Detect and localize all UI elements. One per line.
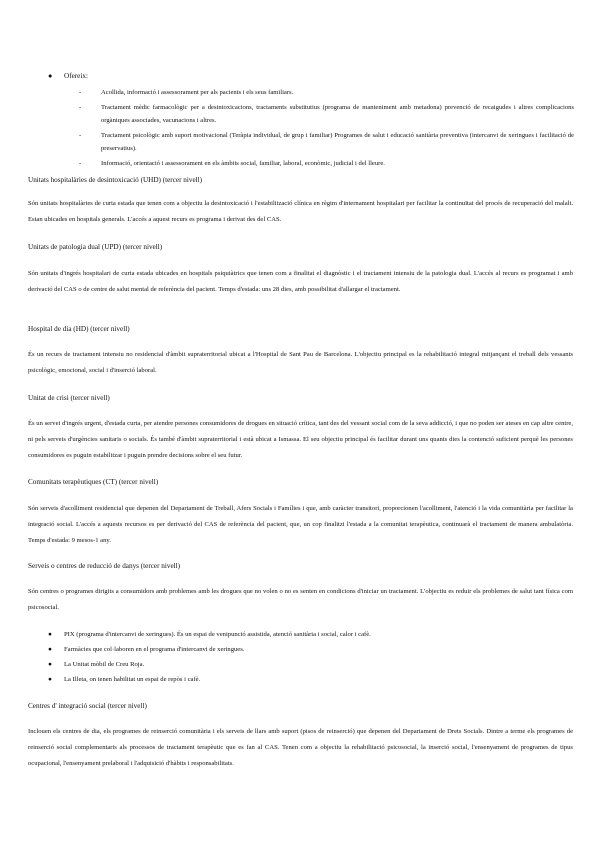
section-text-upd: Són unitats d'ingrés hospitalari de curta estada ubicades en hospitals psiquiàtrics que tenen com a finalitat el diagnòstic i el tractament intensiu de la patologia dual. L'accés al recurs es programat i amb derivació del CAS o de centre de salut mental de referència del pacient. Temps d'estada: uns 28 dies, amb possibilitat d'allargar el tractament. bbox=[28, 270, 573, 293]
dash-icon: - bbox=[79, 89, 82, 96]
list-item: ● La Illeta, on tenen habilitat un espai de repòs i cafè. bbox=[48, 672, 568, 687]
section-heading-upd: Unitats de patologia dual (UPD) (tercer nivell) bbox=[28, 243, 163, 251]
bullet-icon: ● bbox=[48, 646, 52, 653]
dash-icon: - bbox=[79, 103, 82, 111]
section-heading-hd: Hospital de dia (HD) (tercer nivell) bbox=[28, 325, 130, 333]
section-heading-integracio: Centres d' integració social (tercer nivell) bbox=[28, 702, 147, 710]
bullet-icon: ● bbox=[48, 661, 52, 668]
section-text-crisi: És un servei d'ingrés urgent, d'estada curta, per atendre persones consumidores de drogues en situació crítica, tant des del vessant social com de la seva addicció, i que no poden ser ateses en cap altre centre, ni pels serveis d'urgències sanitaris o socials. És també d'àmbit supraterritorial i està ubicat a Ismassa. El seu objectiu principal és facilitar durant uns quants dies la contenció suficient perquè les persones consumidores es puguin estabilitzar i puguin prendre decisions sobre el seu futur. bbox=[28, 420, 573, 459]
list-item: - Acollida, informació i assessorament per als pacients i els seus familiars. bbox=[79, 86, 574, 100]
bullet-icon: ● bbox=[48, 72, 53, 80]
list-item: ● PIX (programa d'intercanvi de xeringues). És un espai de venipunció assistida, atenció sanitària i social, calor i cafè. bbox=[48, 627, 568, 642]
section-heading-reduccio: Serveis o centres de reducció de danys (tercer nivell) bbox=[28, 562, 181, 570]
bullet-icon: ● bbox=[48, 631, 52, 638]
list-item: ● Farmàcies que col·laboren en el programa d'intercanvi de xeringues. bbox=[48, 642, 568, 657]
section-heading-crisi: Unitat de crisi (tercer nivell) bbox=[28, 394, 110, 402]
section-heading-uhd: Unitats hospitalàries de desintoxicació (UHD) (tercer nivell) bbox=[28, 176, 203, 184]
dash-icon: - bbox=[79, 131, 82, 139]
list-item: ● La Unitat mòbil de Creu Roja. bbox=[48, 657, 568, 672]
ofereix-sublist bbox=[79, 86, 574, 171]
list-item: - Tractament psicològic amb suport motivacional (Teràpia individual, de grup i familiar) Programes de salut i educació sanitària preventiva (intercanvi de xeringues i facilitació de preservatius). bbox=[79, 129, 574, 156]
section-text-ct: Són serveis d'acolliment residencial que depenen del Departament de Treball, Afers Socials i Famílies i que, amb caràcter transitori, proporcionen l'acolliment, l'atenció i la vida comunitària per facilitar la integració social. L'accés a aquests recursos es per derivació del CAS de referència del pacient, que, un cop finalitzi l'estada a la comunitat terapèutica, continuarà el tractament de manera ambulatòria. Temps d'estada: 9 mesos-1 any. bbox=[28, 505, 573, 544]
section-text-uhd: Són unitats hospitalàries de curta estada que tenen com a objectiu la desintoxicació i l'estabilització clínica en règim d'internament hospitalari per facilitar la continuïtat del procés de recuperació del malalt. Estan ubicades en hospitals generals. L'accés a aquest recurs es programa i derivat des del CAS. bbox=[28, 200, 573, 223]
section-text-hd: És un recurs de tractament intensiu no residencial d'àmbit supraterritorial ubicat a l'Hospital de Sant Pau de Barcelona. L'objectiu principal es la rehabilitació integral mitjançant el treball dels vessants psicològic, emocional, social i d'inserció laboral. bbox=[28, 351, 573, 374]
dash-icon: - bbox=[79, 159, 82, 167]
list-item: - Tractament mèdic farmacològic per a desintoxicacions, tractaments substitutius (programa de manteniment amb metadona) prevenció de recaigudes i altres complicacions orgàniques associades, vacunacions i altres. bbox=[79, 101, 574, 128]
section-text-integracio: Inclouen els centres de dia, els programes de reinserció comunitària i els serveis de llars amb suport (pisos de reinserció) que depenen del Departament de Drets Socials. Dintre a terme els programes de reinserció social complementaris als processos de tractament terapèutic que es fan al CAS. Tenen com a objectiu la rehabilitació psicosocial, la inserció social, l'ensenyament de programes de tipus ocupacional, l'ensenyament prelaboral i l'adquisició d'hàbits i responsabilitats. bbox=[28, 728, 573, 767]
section-heading-ct: Comunitats terapèutiques (CT) (tercer nivell) bbox=[28, 478, 159, 486]
ofereix-label: Ofereix: bbox=[64, 72, 88, 80]
bullet-icon: ● bbox=[48, 676, 52, 683]
harm-reduction-list bbox=[48, 627, 568, 687]
section-text-reduccio: Són centres o programes dirigits a consumidors amb problemes amb les drogues que no volen o no es senten en condicions d'iniciar un tractament. L'objectiu es reduir els problemes de salut tant física com psicosocial. bbox=[28, 588, 573, 611]
list-item: - Informació, orientació i assessorament en els àmbits social, familiar, laboral, econòmic, judicial i del lleure. bbox=[79, 157, 574, 171]
